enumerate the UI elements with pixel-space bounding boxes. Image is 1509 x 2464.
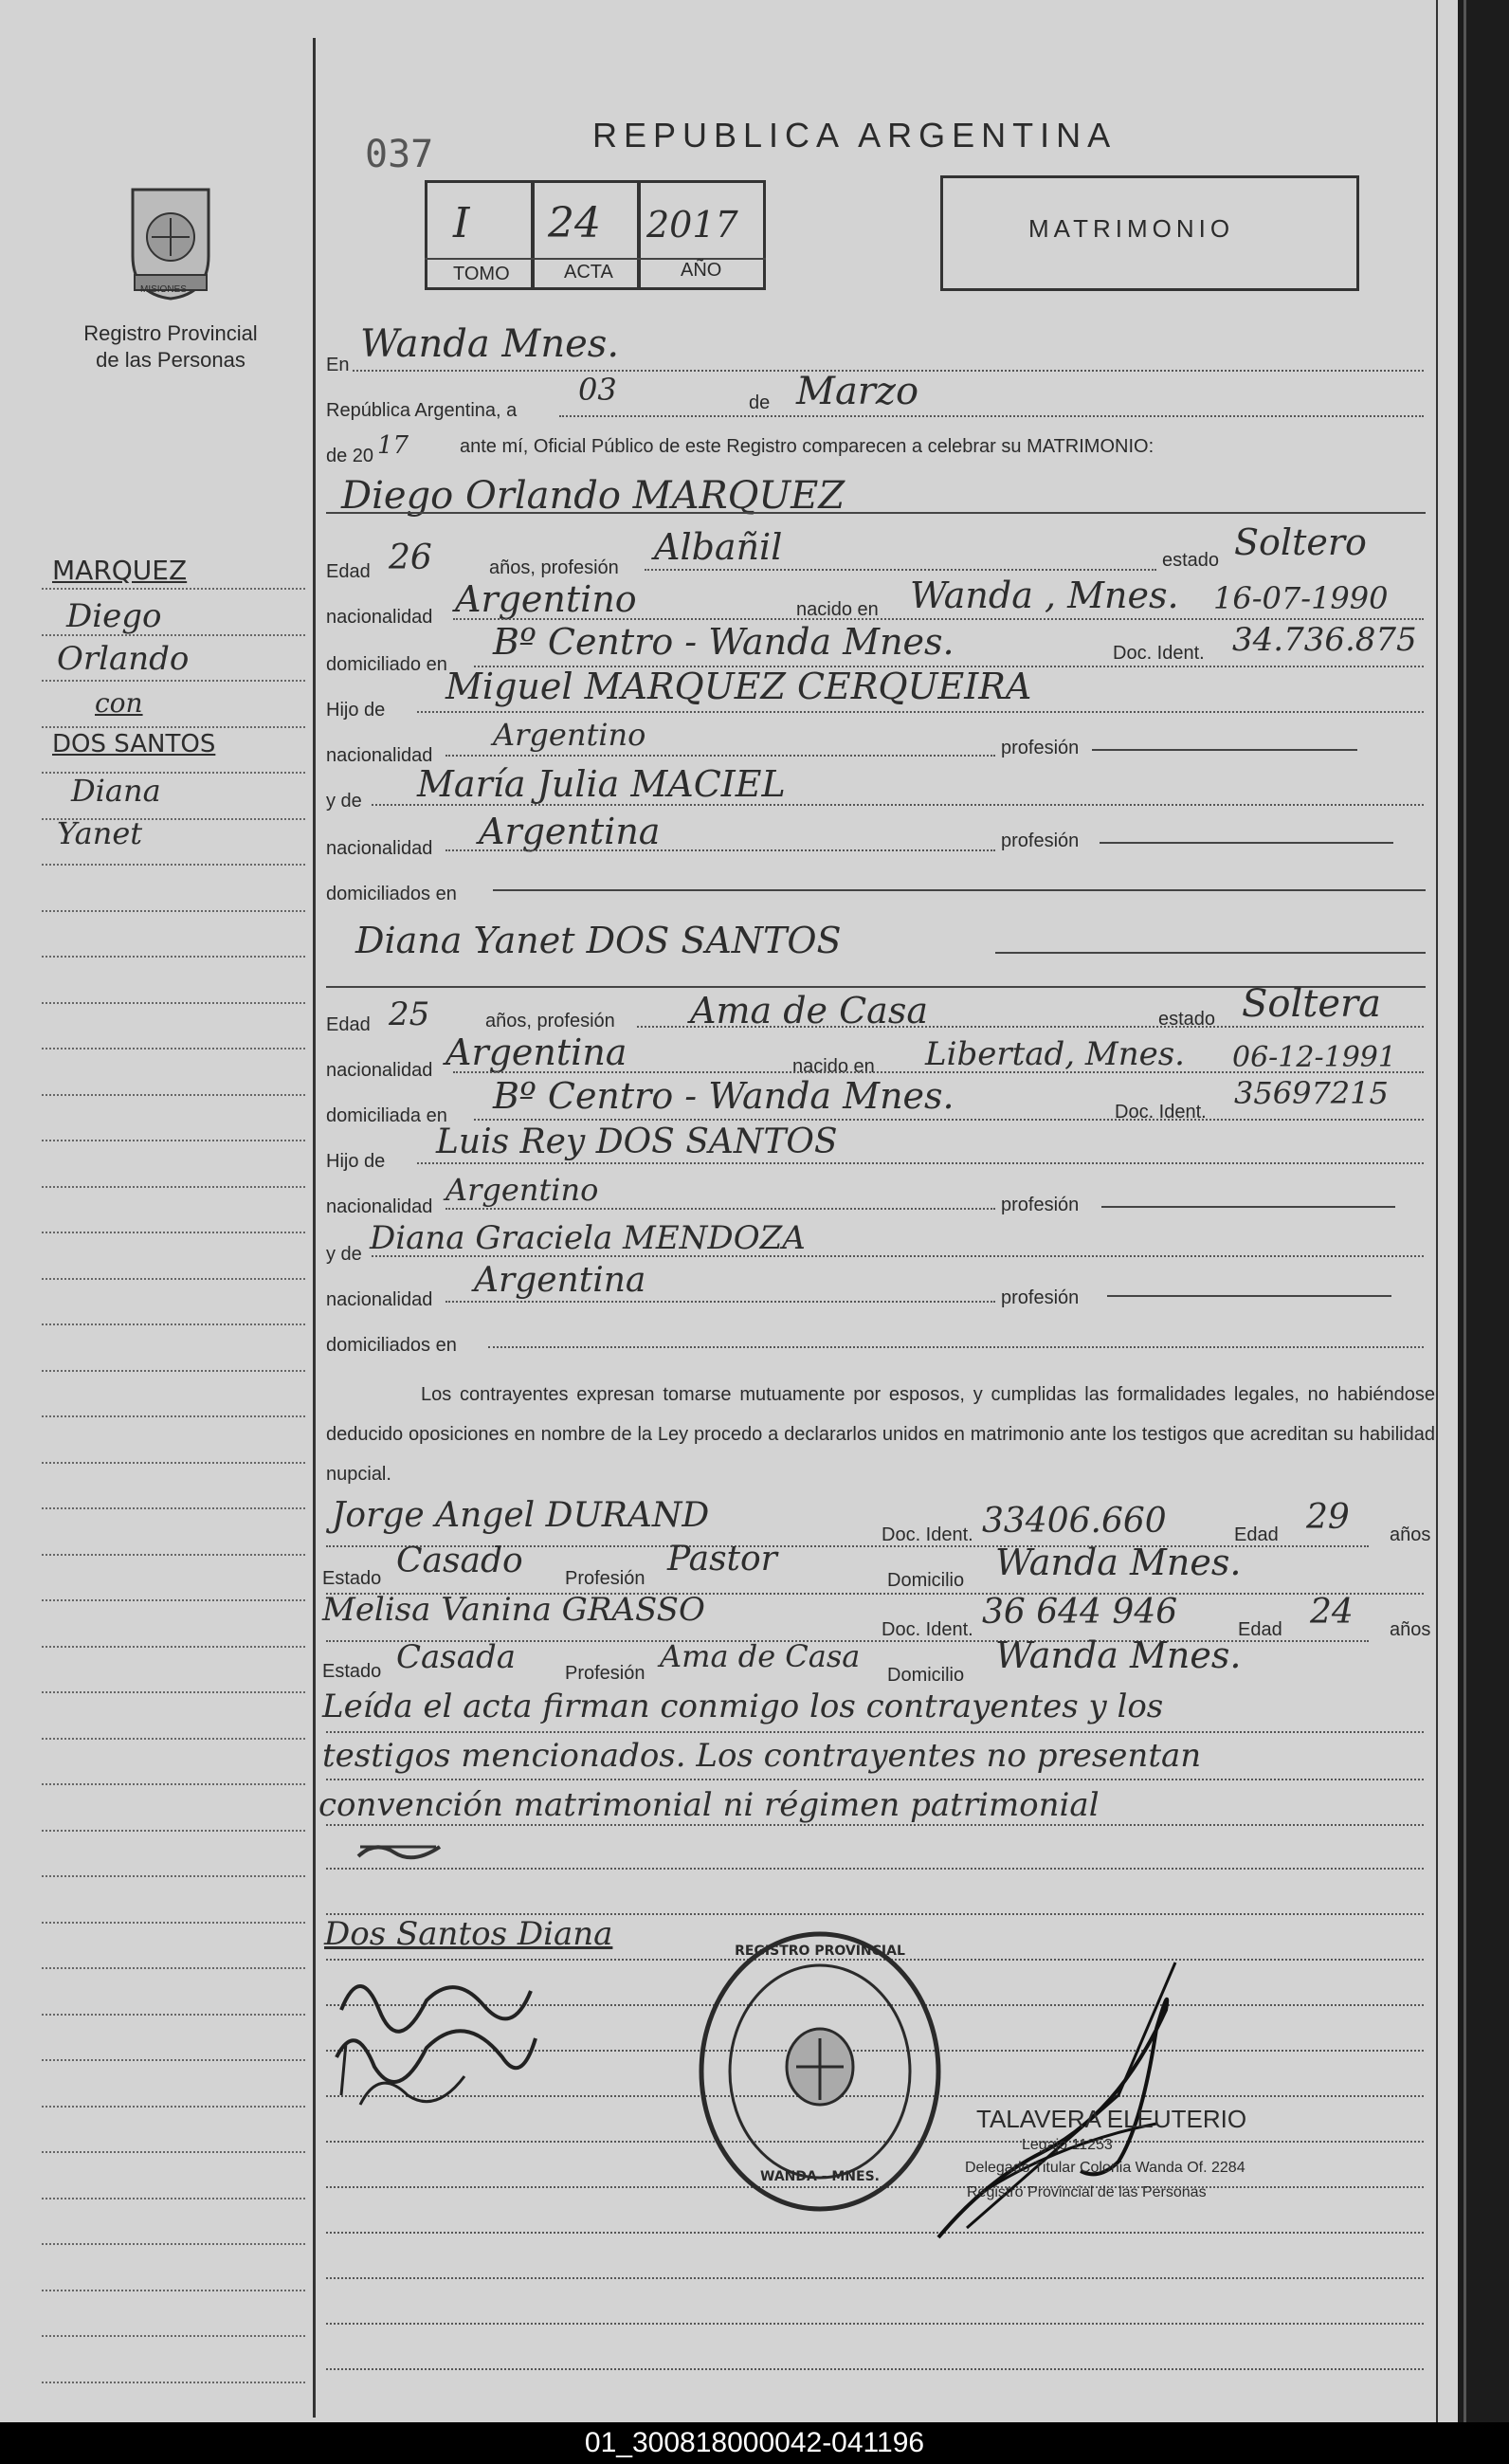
body-rule: [326, 2277, 1424, 2279]
margin-rule: [42, 2151, 305, 2153]
groom-birthdate: 16-07-1990: [1213, 580, 1389, 616]
bride-father-nationality: Argentino: [445, 1172, 599, 1208]
tomo-label: TOMO: [453, 264, 510, 284]
witness-1-doc: 33406.660: [982, 1502, 1167, 1541]
margin-note-line-6: Diana: [71, 773, 161, 809]
acta-value: 24: [548, 199, 601, 247]
country-title: REPUBLICA ARGENTINA: [592, 116, 1118, 155]
right-border: [1436, 0, 1438, 2422]
witness-2-anos-label: años: [1390, 1619, 1431, 1640]
margin-rule: [42, 1140, 305, 1141]
bride-estado-label: estado: [1158, 1009, 1216, 1030]
witness-1-address: Wanda Mnes.: [995, 1542, 1242, 1583]
bride-nacido-label: nacido en: [792, 1056, 875, 1077]
margin-rule: [42, 2106, 305, 2108]
bride-father-prof-label: profesión: [1001, 1195, 1080, 1215]
image-id-footer: 01_300818000042-041196: [0, 2422, 1509, 2464]
margin-rule: [42, 634, 305, 636]
margin-rule: [42, 910, 305, 912]
official-signature-icon: [929, 1953, 1213, 2247]
witness-1-age: 29: [1306, 1498, 1350, 1537]
svg-text:REGISTRO PROVINCIAL: REGISTRO PROVINCIAL: [735, 1944, 905, 1959]
witness-1-profession: Pastor: [667, 1540, 777, 1579]
groom-domiciliados-label: domiciliados en: [326, 884, 457, 904]
margin-rule: [42, 956, 305, 958]
act-type-title: MATRIMONIO: [1028, 214, 1235, 243]
groom-civil-status: Soltero: [1234, 521, 1367, 563]
republica-label: República Argentina, a: [326, 400, 518, 421]
bride-signature: Dos Santos Diana: [324, 1915, 613, 1953]
day-value: 03: [578, 372, 617, 408]
month-value: Marzo: [796, 370, 919, 413]
bride-doc-label: Doc. Ident.: [1115, 1102, 1207, 1122]
svg-text:WANDA - MNES.: WANDA - MNES.: [760, 2169, 880, 2184]
bride-hijo-label: Hijo de: [326, 1151, 386, 1172]
bride-civil-status: Soltera: [1242, 982, 1381, 1026]
margin-rule: [42, 1599, 305, 1601]
margin-note-line-1: MARQUEZ: [52, 555, 188, 586]
witness-1-estado-label: Estado: [322, 1568, 382, 1589]
de-label: de: [749, 392, 771, 413]
margin-rule: [42, 1323, 305, 1325]
margin-rule: [42, 726, 305, 728]
en-label: En: [326, 355, 350, 375]
bride-mother: Diana Graciela MENDOZA: [370, 1219, 806, 1257]
margin-rule: [42, 1094, 305, 1096]
margin-rule: [42, 1554, 305, 1556]
bride-mother-nationality: Argentina: [474, 1261, 646, 1300]
witness-2-edad-label: Edad: [1238, 1619, 1282, 1640]
bride-full-name: Diana Yanet DOS SANTOS: [355, 920, 842, 961]
witness-1-dom-label: Domicilio: [887, 1570, 965, 1591]
declaration-text: Los contrayentes expresan tomarse mutuamente por esposos, y cumplidas las formalidades legales, no habiéndose deducido oposiciones en nombre de la Ley procedo a declararlos unidos en matrimonio ante los testigos que acreditan su habilidad nupcial.: [326, 1384, 1435, 1485]
margin-rule: [42, 2243, 305, 2245]
anio-label: AÑO: [681, 260, 722, 281]
margin-rule: [42, 1691, 305, 1693]
groom-father-nationality: Argentino: [493, 717, 646, 753]
margin-rule: [42, 588, 305, 590]
margin-rule: [42, 772, 305, 774]
margin-rule: [42, 1783, 305, 1785]
bride-yde-label: y de: [326, 1244, 362, 1265]
groom-doc-label: Doc. Ident.: [1113, 643, 1205, 664]
official-registry: Registro Provincial de las Personas: [967, 2184, 1207, 2200]
margin-rule: [42, 1370, 305, 1372]
bride-nationality: Argentina: [445, 1031, 627, 1073]
official-legajo: Legajo 11253: [1022, 2137, 1113, 2153]
bride-anos-label: años, profesión: [485, 1011, 615, 1031]
groom-address: Bº Centro - Wanda Mnes.: [493, 621, 954, 663]
bride-birthplace: Libertad, Mnes.: [925, 1035, 1185, 1073]
groom-mother: María Julia MACIEL: [417, 763, 786, 805]
official-title: Delegado Titular Colonia Wanda Of. 2284: [965, 2160, 1245, 2176]
witness-1-edad-label: Edad: [1234, 1524, 1279, 1545]
witness-1-status: Casado: [396, 1542, 523, 1580]
witness-2-status: Casada: [396, 1638, 517, 1676]
closing-note-line-3: convención matrimonial ni régimen patrimonial: [318, 1786, 1100, 1824]
bride-nacionalidad-label: nacionalidad: [326, 1060, 433, 1081]
margin-rule: [42, 818, 305, 820]
book-binding-edge: [1458, 0, 1509, 2422]
margin-rule: [42, 1738, 305, 1740]
bride-doc-number: 35697215: [1234, 1075, 1389, 1111]
groom-mother-nationality: Argentina: [479, 811, 661, 852]
groom-mother-prof-label: profesión: [1001, 830, 1080, 851]
groom-birthplace: Wanda , Mnes.: [910, 575, 1179, 616]
margin-rule: [42, 1462, 305, 1464]
margin-rule: [42, 2335, 305, 2337]
groom-nacido-label: nacido en: [796, 599, 879, 620]
margin-note-line-7: Yanet: [57, 815, 143, 851]
margin-rule: [42, 2198, 305, 2199]
closing-note-line-1: Leída el acta firman conmigo los contrayentes y los: [322, 1688, 1164, 1725]
witness-2-doc-label: Doc. Ident.: [882, 1619, 973, 1640]
margin-rule: [42, 2290, 305, 2291]
body-rule: [326, 2323, 1424, 2325]
witness-1-name: Jorge Angel DURAND: [332, 1496, 710, 1535]
bride-father: Luis Rey DOS SANTOS: [436, 1122, 838, 1161]
margin-rule: [42, 1922, 305, 1924]
margin-divider: [313, 38, 316, 2418]
groom-age: 26: [389, 538, 432, 577]
groom-doc-number: 34.736.875: [1232, 621, 1417, 659]
bride-domiciliada-label: domiciliada en: [326, 1105, 447, 1126]
bride-domiciliados-label: domiciliados en: [326, 1335, 457, 1356]
witness-2-estado-label: Estado: [322, 1661, 382, 1682]
margin-rule: [42, 1415, 305, 1417]
margin-rule: [42, 680, 305, 682]
acta-label: ACTA: [564, 262, 613, 283]
bride-profession: Ama de Casa: [690, 990, 928, 1031]
margin-rule: [42, 1232, 305, 1233]
groom-father-nac-label: nacionalidad: [326, 745, 433, 766]
place-value: Wanda Mnes.: [360, 322, 620, 366]
folio-number: 037: [365, 133, 434, 176]
groom-mother-nac-label: nacionalidad: [326, 838, 433, 859]
margin-note-line-2: Diego: [66, 597, 162, 635]
signature-scribble-icon: [322, 1953, 540, 2124]
registry-name: Registro Provincial de las Personas: [83, 321, 258, 372]
margin-rule: [42, 1507, 305, 1509]
tomo-value: I: [453, 199, 470, 247]
bride-edad-label: Edad: [326, 1014, 371, 1035]
groom-hijo-label: Hijo de: [326, 700, 386, 721]
official-name: TALAVERA ELEUTERIO: [976, 2105, 1247, 2133]
anio-value: 2017: [646, 204, 738, 246]
margin-rule: [42, 864, 305, 866]
witness-2-profession: Ama de Casa: [660, 1638, 861, 1674]
strike-mark-icon: [356, 1835, 442, 1864]
margin-rule: [42, 1967, 305, 1969]
groom-domiciliado-label: domiciliado en: [326, 654, 447, 675]
witness-1-anos-label: años: [1390, 1524, 1431, 1545]
bride-birthdate: 06-12-1991: [1232, 1041, 1396, 1074]
preamble-statement: ante mí, Oficial Público de este Registro comparecen a celebrar su MATRIMONIO:: [460, 436, 1154, 457]
groom-full-name: Diego Orlando MARQUEZ: [341, 474, 845, 518]
margin-rule: [42, 1646, 305, 1648]
groom-edad-label: Edad: [326, 561, 371, 582]
bride-mother-prof-label: profesión: [1001, 1287, 1080, 1308]
witness-2-name: Melisa Vanina GRASSO: [322, 1591, 705, 1629]
witness-2-prof-label: Profesión: [565, 1663, 645, 1684]
margin-rule: [42, 1278, 305, 1280]
margin-note-line-4: con: [95, 687, 143, 719]
witness-1-prof-label: Profesión: [565, 1568, 645, 1589]
groom-nacionalidad-label: nacionalidad: [326, 607, 433, 628]
body-rule: [326, 2368, 1424, 2370]
witness-2-dom-label: Domicilio: [887, 1665, 965, 1686]
bride-father-nac-label: nacionalidad: [326, 1196, 433, 1217]
witness-2-doc: 36 644 946: [982, 1593, 1178, 1632]
closing-note-line-2: testigos mencionados. Los contrayentes no presentan: [322, 1737, 1202, 1775]
witness-2-age: 24: [1310, 1593, 1354, 1632]
groom-nationality: Argentino: [455, 578, 637, 620]
margin-rule: [42, 1830, 305, 1832]
witness-1-doc-label: Doc. Ident.: [882, 1524, 973, 1545]
witness-2-address: Wanda Mnes.: [995, 1634, 1242, 1676]
margin-rule: [42, 2059, 305, 2061]
bride-mother-nac-label: nacionalidad: [326, 1289, 433, 1310]
margin-rule: [42, 2382, 305, 2383]
margin-rule: [42, 1002, 305, 1004]
seal-bottom-text: MISIONES: [140, 284, 187, 295]
groom-profession: Albañil: [654, 526, 783, 568]
groom-estado-label: estado: [1162, 550, 1220, 571]
bride-age: 25: [389, 995, 430, 1033]
margin-rule: [42, 1048, 305, 1049]
groom-yde-label: y de: [326, 791, 362, 812]
margin-rule: [42, 1875, 305, 1877]
body-rule: [326, 2232, 1424, 2234]
groom-father: Miguel MARQUEZ CERQUEIRA: [445, 666, 1032, 707]
groom-anos-label: años, profesión: [489, 557, 619, 578]
margin-rule: [42, 2014, 305, 2016]
groom-father-prof-label: profesión: [1001, 738, 1080, 758]
bride-address: Bº Centro - Wanda Mnes.: [493, 1075, 954, 1117]
margin-note-line-5: DOS SANTOS: [52, 730, 216, 758]
registry-stamp-icon: [692, 1925, 948, 2218]
year-prefix: de 20: [326, 446, 374, 466]
year-suffix: 17: [377, 431, 409, 460]
margin-note-line-3: Orlando: [57, 640, 190, 678]
margin-rule: [42, 1186, 305, 1188]
